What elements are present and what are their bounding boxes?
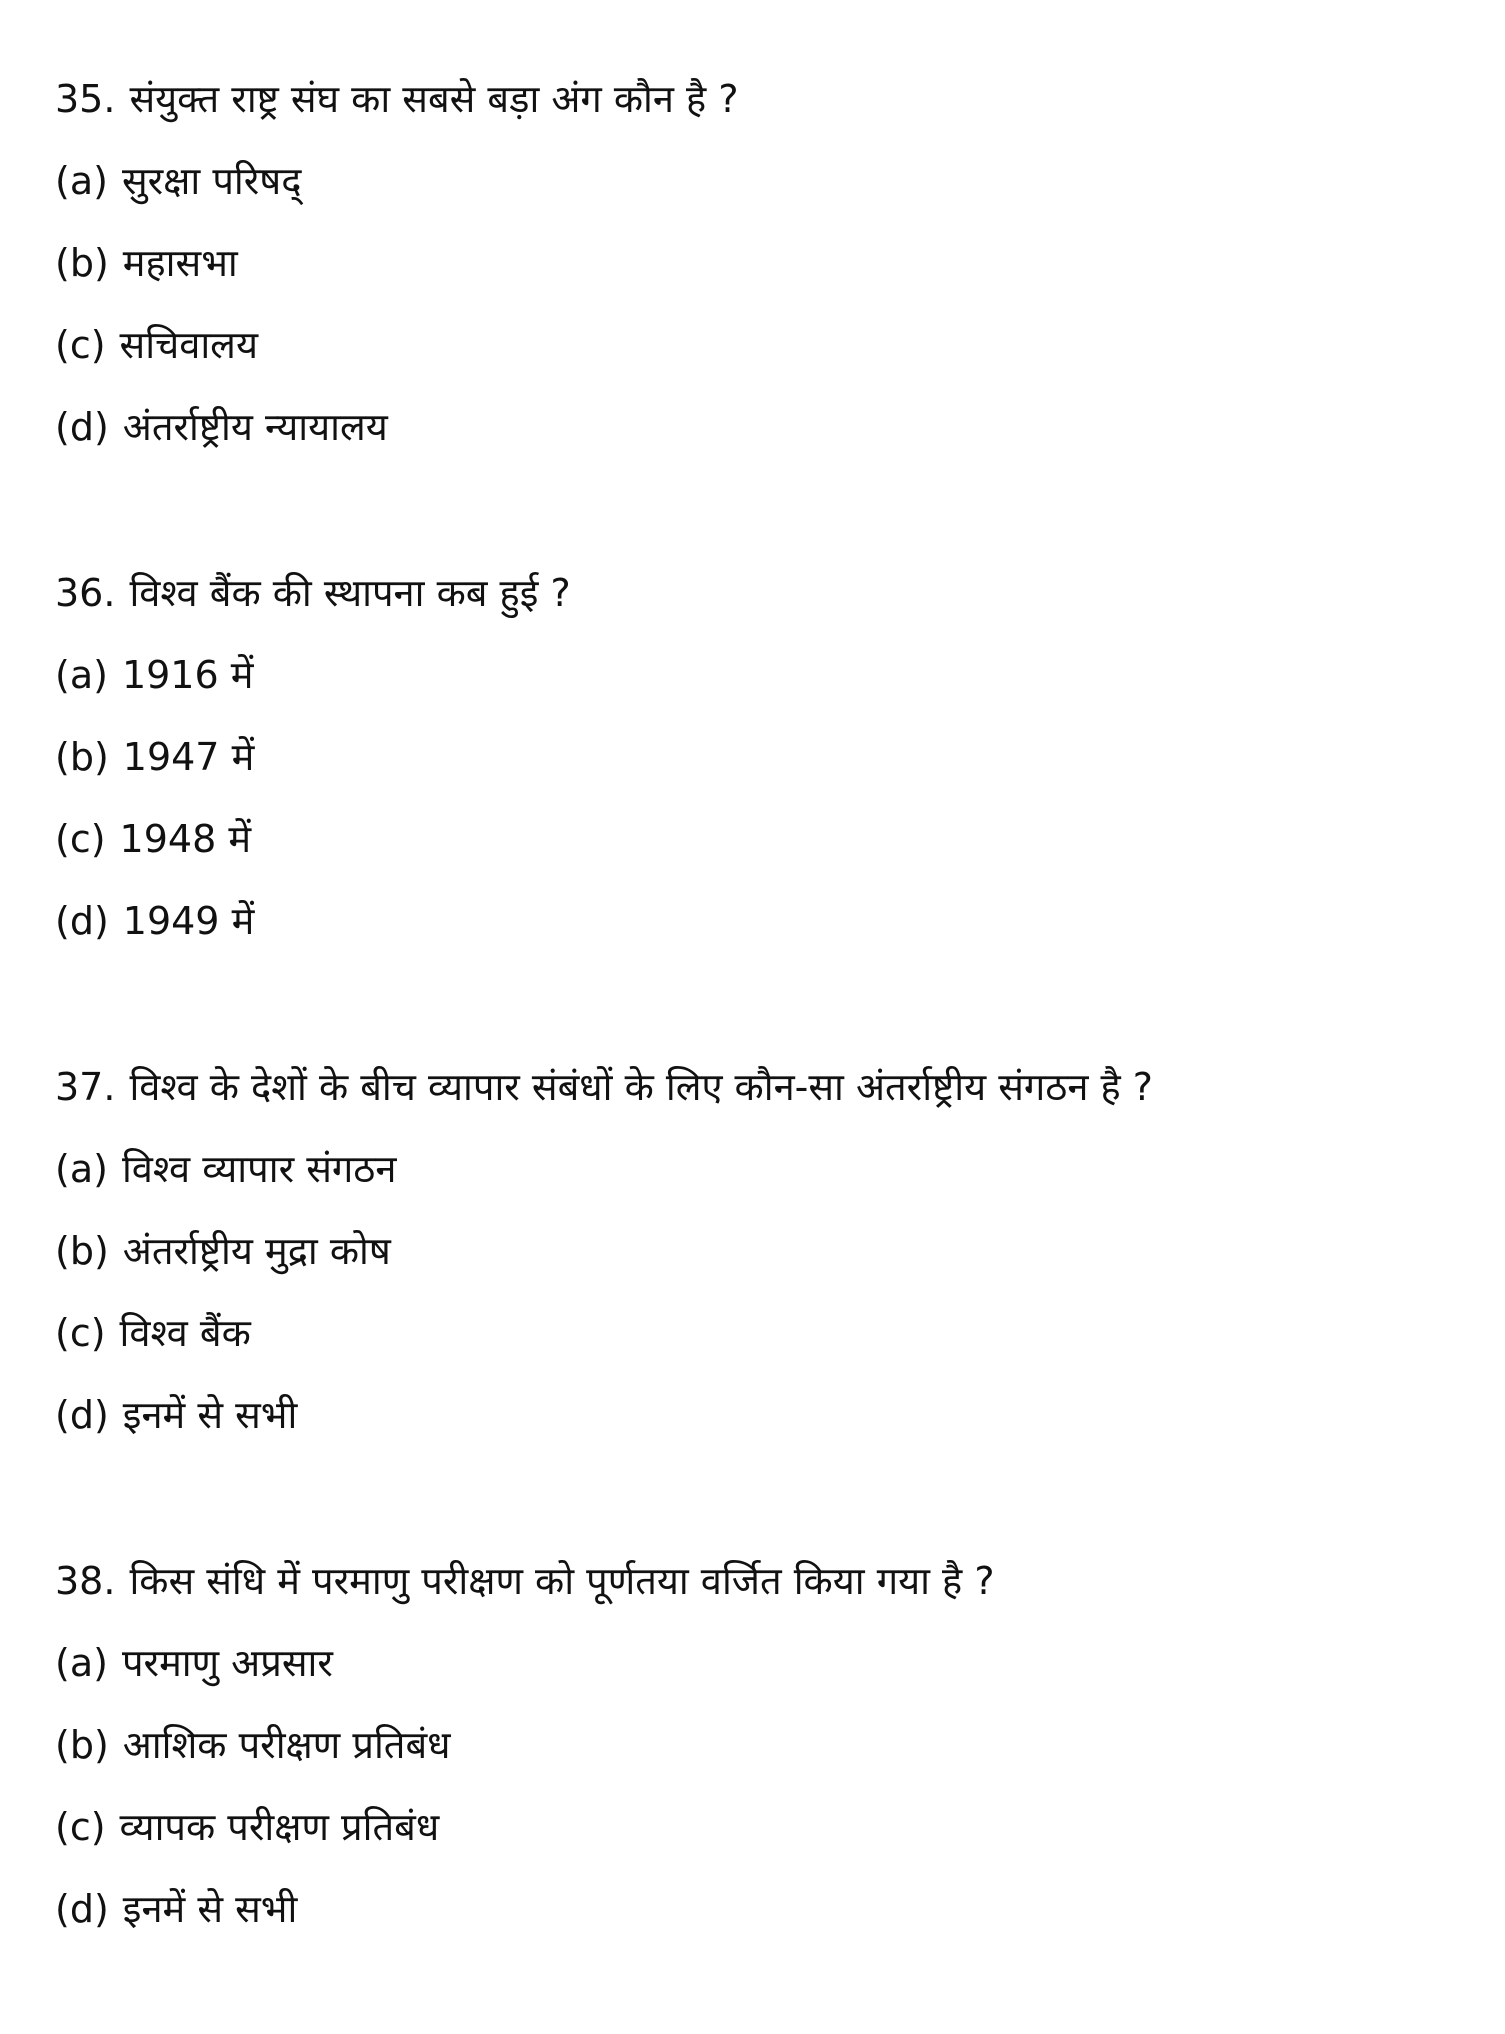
question-37 — [55, 1046, 1505, 1456]
option-text: विश्व व्यापार संगठन — [121, 1147, 397, 1191]
question-36 — [55, 552, 1505, 962]
option-text: व्यापक परीक्षण प्रतिबंध — [119, 1805, 440, 1849]
question-35 — [55, 58, 1505, 468]
question-text: किस संधि में परमाणु परीक्षण को पूर्णतया वर्जित किया गया है ? — [129, 1559, 995, 1603]
option-b — [55, 716, 1505, 798]
question-38 — [55, 1540, 1505, 1950]
option-key: (b) — [55, 735, 109, 779]
option-b — [55, 1704, 1505, 1786]
option-b — [55, 1210, 1505, 1292]
option-text: इनमें से सभी — [122, 1393, 298, 1437]
option-text: इनमें से सभी — [122, 1887, 298, 1931]
question-stem — [55, 552, 1505, 634]
option-key: (d) — [55, 1887, 109, 1931]
option-text: महासभा — [122, 241, 238, 285]
option-text: सुरक्षा परिषद् — [121, 159, 302, 203]
option-key: (a) — [55, 1641, 108, 1685]
option-key: (c) — [55, 1805, 106, 1849]
option-key: (b) — [55, 1723, 109, 1767]
question-text: संयुक्त राष्ट्र संघ का सबसे बड़ा अंग कौन है ? — [129, 77, 739, 121]
option-key: (b) — [55, 1229, 109, 1273]
option-key: (a) — [55, 159, 108, 203]
option-text: अंतर्राष्ट्रीय न्यायालय — [122, 405, 388, 449]
option-key: (d) — [55, 1393, 109, 1437]
option-a — [55, 140, 1505, 222]
option-key: (c) — [55, 323, 106, 367]
question-number: 38. — [55, 1559, 116, 1603]
question-number: 36. — [55, 571, 116, 615]
option-key: (a) — [55, 1147, 108, 1191]
option-d — [55, 1868, 1505, 1950]
option-d — [55, 1374, 1505, 1456]
question-stem — [55, 1540, 1505, 1622]
question-number: 35. — [55, 77, 116, 121]
option-key: (b) — [55, 241, 109, 285]
option-text: 1947 में — [122, 735, 255, 779]
option-key: (a) — [55, 653, 108, 697]
option-key: (d) — [55, 405, 109, 449]
option-b — [55, 222, 1505, 304]
question-text: विश्व बैंक की स्थापना कब हुई ? — [129, 571, 571, 615]
option-a — [55, 1622, 1505, 1704]
option-text: विश्व बैंक — [119, 1311, 251, 1355]
question-stem — [55, 58, 1505, 140]
option-text: 1948 में — [119, 817, 252, 861]
option-text: परमाणु अप्रसार — [121, 1641, 333, 1685]
option-text: आशिक परीक्षण प्रतिबंध — [122, 1723, 451, 1767]
option-text: सचिवालय — [119, 323, 258, 367]
option-d — [55, 386, 1505, 468]
question-number: 37. — [55, 1065, 116, 1109]
option-text: 1949 में — [122, 899, 255, 943]
option-text: 1916 में — [121, 653, 254, 697]
option-c — [55, 1786, 1505, 1868]
option-c — [55, 1292, 1505, 1374]
option-key: (c) — [55, 1311, 106, 1355]
option-c — [55, 304, 1505, 386]
option-c — [55, 798, 1505, 880]
option-a — [55, 634, 1505, 716]
option-key: (c) — [55, 817, 106, 861]
option-key: (d) — [55, 899, 109, 943]
option-d — [55, 880, 1505, 962]
question-text: विश्व के देशों के बीच व्यापार संबंधों के लिए कौन-सा अंतर्राष्ट्रीय संगठन है ? — [129, 1065, 1153, 1109]
option-a — [55, 1128, 1505, 1210]
question-stem — [55, 1046, 1505, 1128]
option-text: अंतर्राष्ट्रीय मुद्रा कोष — [122, 1229, 391, 1273]
